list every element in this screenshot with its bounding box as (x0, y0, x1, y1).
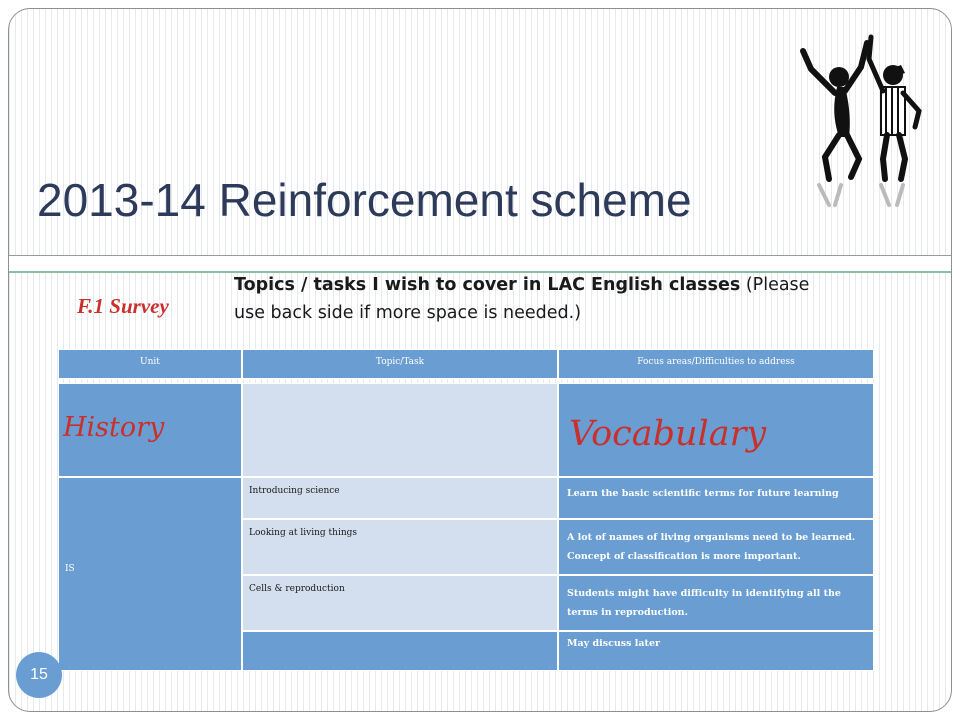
header-unit: Unit (58, 349, 242, 379)
table-row-focus (558, 519, 874, 575)
topic-text (243, 632, 557, 640)
slide-title: 2013-14 Reinforcement scheme (37, 174, 692, 226)
header-topic: Topic/Task (242, 349, 558, 379)
table-row-topic (242, 575, 558, 631)
page-number-badge: 15 (16, 652, 62, 698)
survey-label: F.1 Survey (77, 294, 169, 318)
focus-text: May discuss later (567, 638, 660, 649)
handwritten-history: History (63, 412, 165, 443)
header-focus: Focus areas/Difficulties to address (558, 349, 874, 379)
table-row-topic (242, 519, 558, 575)
dancing-stick-figures-icon (789, 29, 939, 209)
table-row-focus (558, 631, 874, 671)
topic-text: Looking at living things (249, 528, 358, 538)
topics-instruction (234, 271, 824, 327)
focus-cell-vocabulary (558, 383, 874, 477)
focus-text: Learn the basic scientific terms for future learning (567, 488, 839, 499)
table-row-focus (558, 477, 874, 519)
topics-bold: Topics / tasks I wish to cover in LAC English classes (234, 275, 741, 295)
table-row-topic (242, 477, 558, 519)
focus-text: A lot of names of living organisms need to be learned. Concept of classification is more important. (567, 532, 856, 562)
topic-text: Cells & reproduction (249, 584, 345, 594)
slide (8, 8, 952, 712)
focus-text: Students might have difficulty in identifying all the terms in reproduction. (567, 588, 841, 618)
unit-is-label: IS (65, 564, 75, 574)
topic-text: Introducing science (249, 486, 340, 496)
table-row-focus (558, 575, 874, 631)
unit-cell-is (58, 477, 242, 671)
topic-cell-blank (242, 383, 558, 477)
topics-rest: (Please use back side if more space is needed.) (234, 275, 810, 323)
table-row-topic (242, 631, 558, 671)
handwritten-vocabulary: Vocabulary (569, 414, 767, 454)
unit-cell-history (58, 383, 242, 477)
